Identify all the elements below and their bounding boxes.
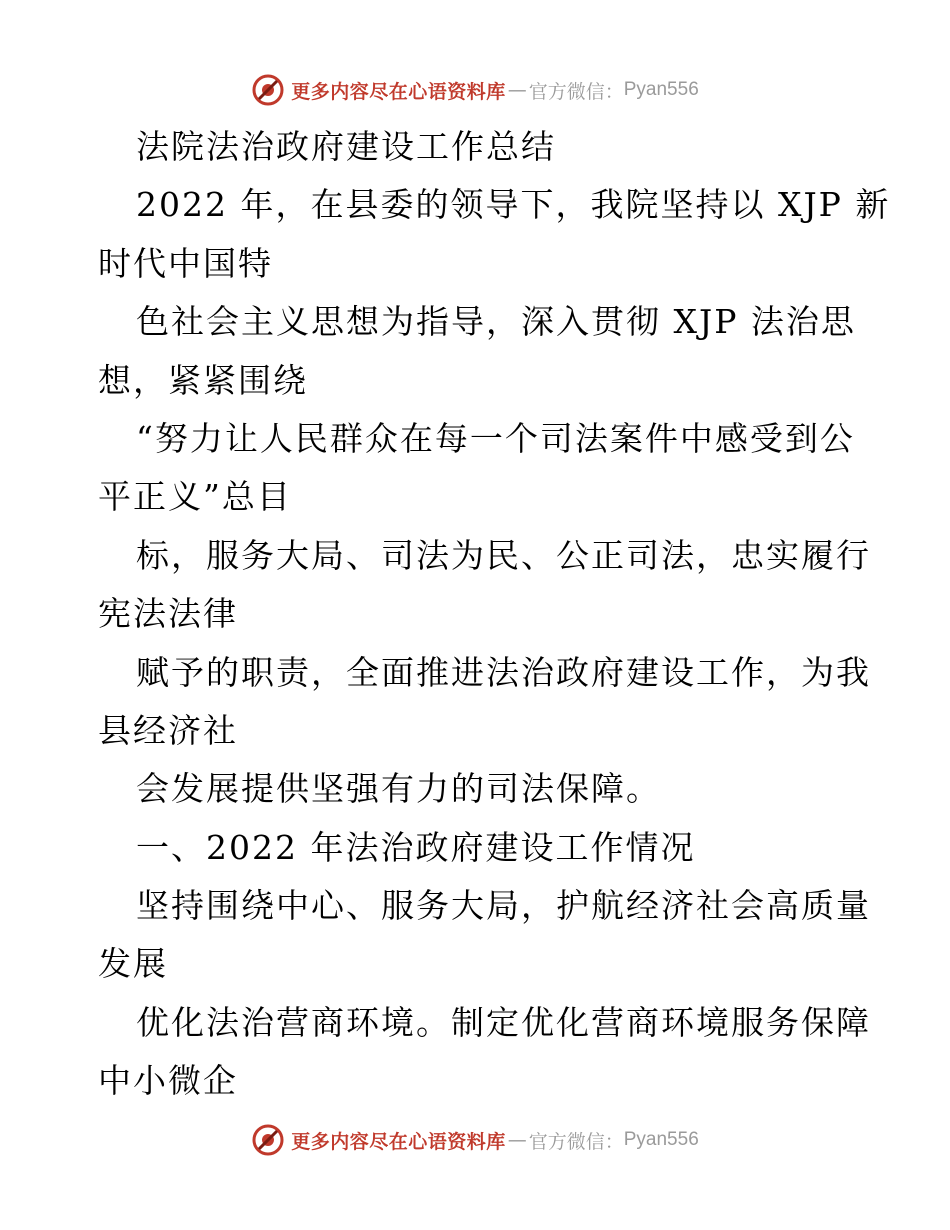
document-line: 时代中国特	[98, 243, 273, 283]
section-heading: 一、2022 年法治政府建设工作情况	[136, 827, 696, 867]
logo-icon	[251, 1123, 285, 1157]
document-line: 发展	[98, 944, 168, 984]
document-body	[98, 118, 891, 1111]
document-line: 县经济社	[98, 710, 238, 750]
document-line: 会发展提供坚强有力的司法保障。	[136, 769, 661, 809]
logo-icon	[251, 73, 285, 107]
watermark-dash: —	[507, 1129, 527, 1151]
watermark-main-text: 更多内容尽在心语资料库	[291, 1130, 506, 1153]
watermark-header	[0, 70, 950, 110]
watermark-id: Pyan556	[623, 79, 699, 100]
document-title: 法院法治政府建设工作总结	[136, 127, 556, 166]
watermark-footer	[0, 1120, 950, 1160]
document-line: 宪法法律	[98, 594, 238, 634]
document-line: 中小微企	[98, 1061, 238, 1101]
document-line: 色社会主义思想为指导，深入贯彻 XJP 法治思	[136, 302, 856, 342]
document-line: “努力让人民群众在每一个司法案件中感受到公	[136, 418, 855, 458]
watermark-sub-text: 官方微信：	[528, 1130, 624, 1153]
document-line: 想，紧紧围绕	[98, 360, 308, 400]
document-line: 2022 年，在县委的领导下，我院坚持以 XJP 新	[136, 185, 891, 225]
watermark-main-text: 更多内容尽在心语资料库	[291, 80, 506, 103]
watermark-id: Pyan556	[623, 1129, 699, 1150]
document-line: 标，服务大局、司法为民、公正司法，忠实履行	[136, 535, 871, 575]
document-line: 平正义”总目	[98, 477, 292, 517]
document-line: 坚持围绕中心、服务大局，护航经济社会高质量	[136, 886, 871, 926]
watermark-dash: —	[507, 79, 527, 101]
document-line: 赋予的职责，全面推进法治政府建设工作，为我	[136, 652, 871, 692]
document-line: 优化法治营商环境。制定优化营商环境服务保障	[136, 1002, 871, 1042]
watermark-sub-text: 官方微信：	[528, 80, 624, 103]
